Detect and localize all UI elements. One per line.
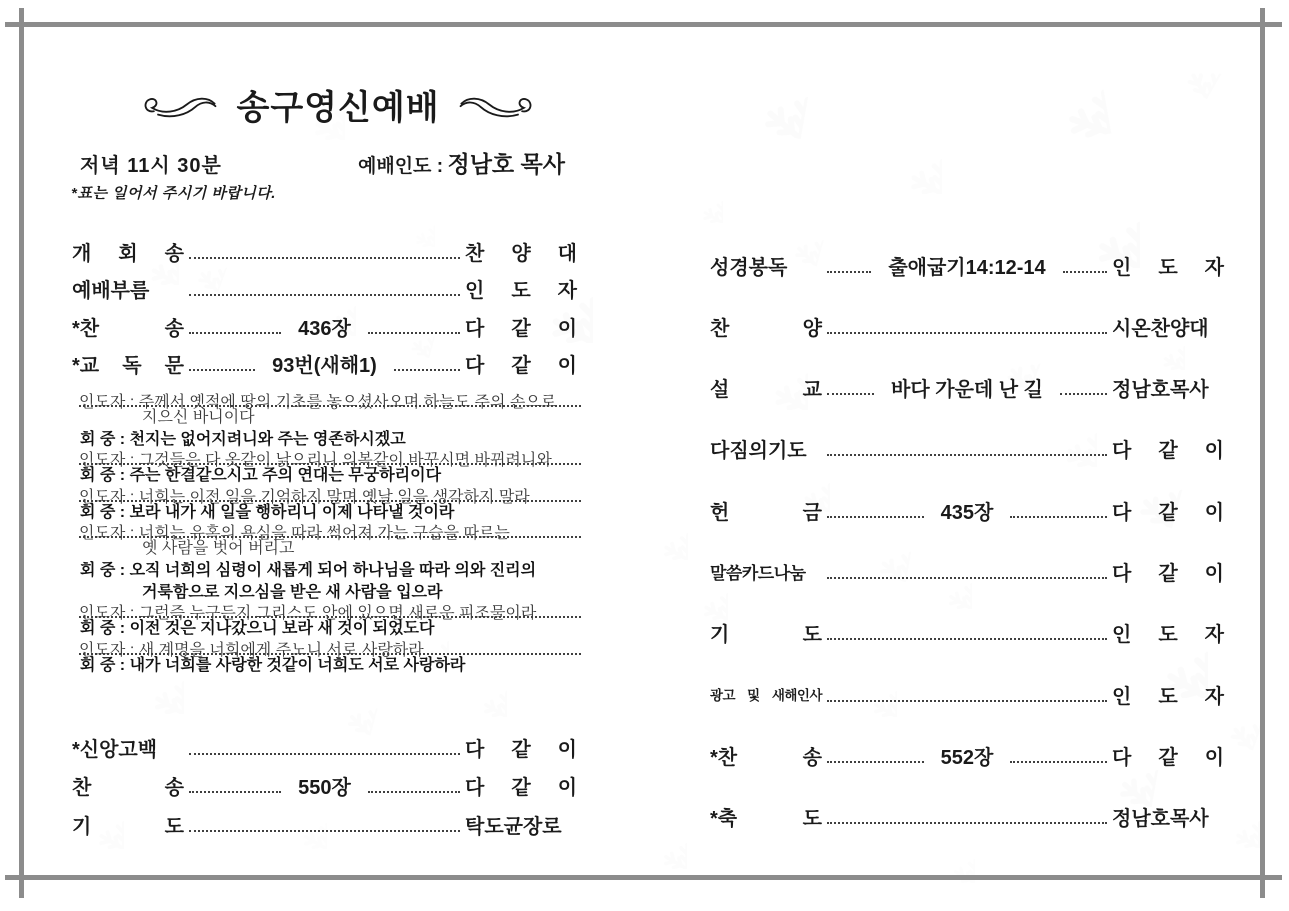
responsive-reading-line: 회 중 : 천지는 없어지려니와 주는 영존하시겠고	[80, 430, 406, 448]
program-item	[72, 239, 577, 263]
program-list-right	[710, 253, 1224, 866]
dotted-leader	[827, 380, 874, 395]
item-center-value: 550장	[298, 777, 351, 799]
item-right-value: 다 같 이	[1112, 501, 1225, 524]
responsive-reading-line: 거룩함으로 지으심을 받은 새 사람을 입으라	[142, 583, 443, 601]
item-label: 기 도	[710, 624, 822, 647]
item-label: 성경봉독	[710, 256, 788, 279]
service-leader-label: 예배인도 :	[358, 156, 444, 177]
dotted-leader	[189, 244, 460, 259]
item-right-value: 인 도 자	[1112, 624, 1224, 647]
item-center-value: 93번(새해1)	[272, 355, 377, 377]
item-center-value: 435장	[940, 501, 994, 524]
responsive-reading-line: 회 중 : 오직 너희의 심령이 새롭게 되어 하나님을 따라 의와 진리의	[80, 561, 537, 579]
program-item	[710, 682, 1224, 706]
program-item	[72, 774, 577, 798]
responsive-reading	[74, 392, 586, 676]
dotted-leader	[1010, 748, 1107, 763]
dotted-leader	[368, 319, 460, 334]
responsive-reading-line: 인도자 : 너희는 이전 일을 기억하지 말며 옛날 일을 생각하지 말라	[79, 487, 581, 502]
dotted-leader	[827, 687, 1107, 702]
item-label: 말씀카드나눔	[710, 563, 806, 583]
item-right-value: 탁도균장로	[465, 815, 562, 838]
program-item	[710, 559, 1224, 583]
responsive-reading-line: 회 중 : 주는 한결같으시고 주의 연대는 무궁하리이다	[80, 467, 442, 485]
program-list-left-bottom	[72, 735, 577, 851]
program-item	[710, 437, 1224, 461]
dotted-leader	[827, 564, 1107, 579]
item-right-value: 다 같 이	[465, 738, 577, 761]
program-item	[710, 805, 1224, 829]
service-leader	[358, 146, 565, 179]
responsive-reading-line: 지으신 바니이다	[142, 409, 255, 426]
program-item	[710, 621, 1224, 645]
dotted-leader	[189, 817, 460, 832]
dotted-leader	[368, 778, 460, 793]
dotted-leader	[189, 281, 460, 296]
item-label: *신앙고백	[72, 738, 158, 761]
item-label: *찬 송	[710, 746, 822, 769]
service-leader-name: 정남호 목사	[447, 151, 565, 177]
item-center-value: 출애굽기14:12-14	[888, 256, 1046, 279]
item-center-value: 436장	[298, 317, 351, 340]
program-item	[710, 498, 1224, 522]
dotted-leader	[1060, 380, 1107, 395]
responsive-reading-line: 인도자 : 주께서 옛적에 땅의 기초를 놓으셨사오며 하늘도 주의 손으로	[79, 392, 581, 407]
page-title: 송구영신예배	[236, 88, 440, 127]
program-item	[710, 743, 1224, 767]
dotted-leader	[827, 809, 1107, 824]
item-label: 설 교	[710, 379, 822, 402]
item-label: 개 회 송	[72, 242, 184, 265]
program-list-left-top	[72, 239, 577, 389]
flourish-right-icon	[458, 90, 534, 119]
item-label: *교 독 문	[72, 355, 184, 377]
item-center-value: 552장	[940, 746, 994, 769]
service-time: 저녁 11시 30분	[80, 155, 222, 177]
dotted-leader	[827, 319, 1107, 334]
item-right-value: 시온찬양대	[1112, 317, 1209, 340]
item-right-value: 인 도 자	[1112, 685, 1224, 708]
item-label: *축 도	[710, 808, 822, 831]
item-right-value: 인 도 자	[1112, 256, 1224, 279]
item-right-value: 다 같 이	[1112, 440, 1224, 463]
item-right-value: 다 같 이	[465, 355, 577, 377]
responsive-reading-line: 회 중 : 이전 것은 지나갔으니 보라 새 것이 되었도다	[80, 620, 435, 638]
item-label: 헌 금	[710, 501, 822, 524]
dotted-leader	[189, 778, 281, 793]
program-item	[710, 314, 1224, 338]
item-right-value: 다 같 이	[1112, 562, 1224, 585]
item-label: 찬 송	[72, 777, 184, 799]
item-right-value: 다 같 이	[465, 777, 578, 799]
program-item	[72, 352, 577, 376]
program-item	[72, 314, 577, 338]
responsive-reading-line: 회 중 : 보라 내가 새 일을 행하리니 이제 나타낼 것이라	[80, 503, 455, 521]
responsive-reading-line: 인도자 : 그런즉 누구든지 그리스도 안에 있으면 새로운 피조물이라	[79, 603, 581, 618]
dotted-leader	[394, 356, 460, 371]
item-label: 예배부름	[72, 280, 150, 302]
item-right-value: 정남호목사	[1112, 808, 1209, 831]
responsive-reading-line: 회 중 : 내가 너희를 사랑한 것같이 너희도 서로 사랑하라	[80, 656, 466, 674]
item-label: 광고 및 새해인사	[710, 688, 822, 704]
responsive-reading-line: 인도자 : 너희는 유혹의 욕심을 따라 썩어져 가는 구습을 따르는	[79, 523, 581, 538]
program-item	[72, 812, 577, 836]
dotted-leader	[189, 740, 460, 755]
item-right-value: 정남호목사	[1112, 379, 1209, 402]
program-item	[710, 253, 1224, 277]
item-center-value: 바다 가운데 난 길	[891, 379, 1043, 402]
dotted-leader	[1010, 503, 1107, 518]
item-label: 기 도	[72, 815, 184, 838]
program-item	[72, 277, 577, 301]
dotted-leader	[827, 441, 1107, 456]
item-label: *찬 송	[72, 317, 184, 340]
item-right-value: 다 같 이	[1112, 746, 1225, 769]
item-right-value: 찬 양 대	[465, 242, 577, 265]
dotted-leader	[827, 748, 924, 763]
item-label: 찬 양	[710, 317, 822, 340]
item-right-value: 다 같 이	[465, 317, 578, 340]
dotted-leader	[189, 356, 255, 371]
dotted-leader	[1063, 258, 1107, 273]
dotted-leader	[827, 625, 1107, 640]
dotted-leader	[827, 258, 871, 273]
standing-note: *표는 일어서 주시기 바랍니다.	[71, 185, 276, 202]
flourish-left-icon	[142, 90, 218, 119]
program-item	[72, 735, 577, 759]
responsive-reading-line: 인도자 : 그것들은 다 옷같이 낡으리니 의복같이 바꾸시면 바뀌려니와	[79, 450, 581, 465]
dotted-leader	[827, 503, 924, 518]
responsive-reading-line: 옛 사람을 벗어 버리고	[142, 540, 295, 558]
item-label: 다짐의기도	[710, 440, 807, 463]
title-row	[148, 82, 528, 126]
dotted-leader	[189, 319, 281, 334]
responsive-reading-line: 인도자 : 새 계명을 너희에게 주노니 서로 사랑하라	[79, 640, 581, 655]
program-item	[710, 376, 1224, 400]
item-right-value: 인 도 자	[465, 280, 577, 302]
